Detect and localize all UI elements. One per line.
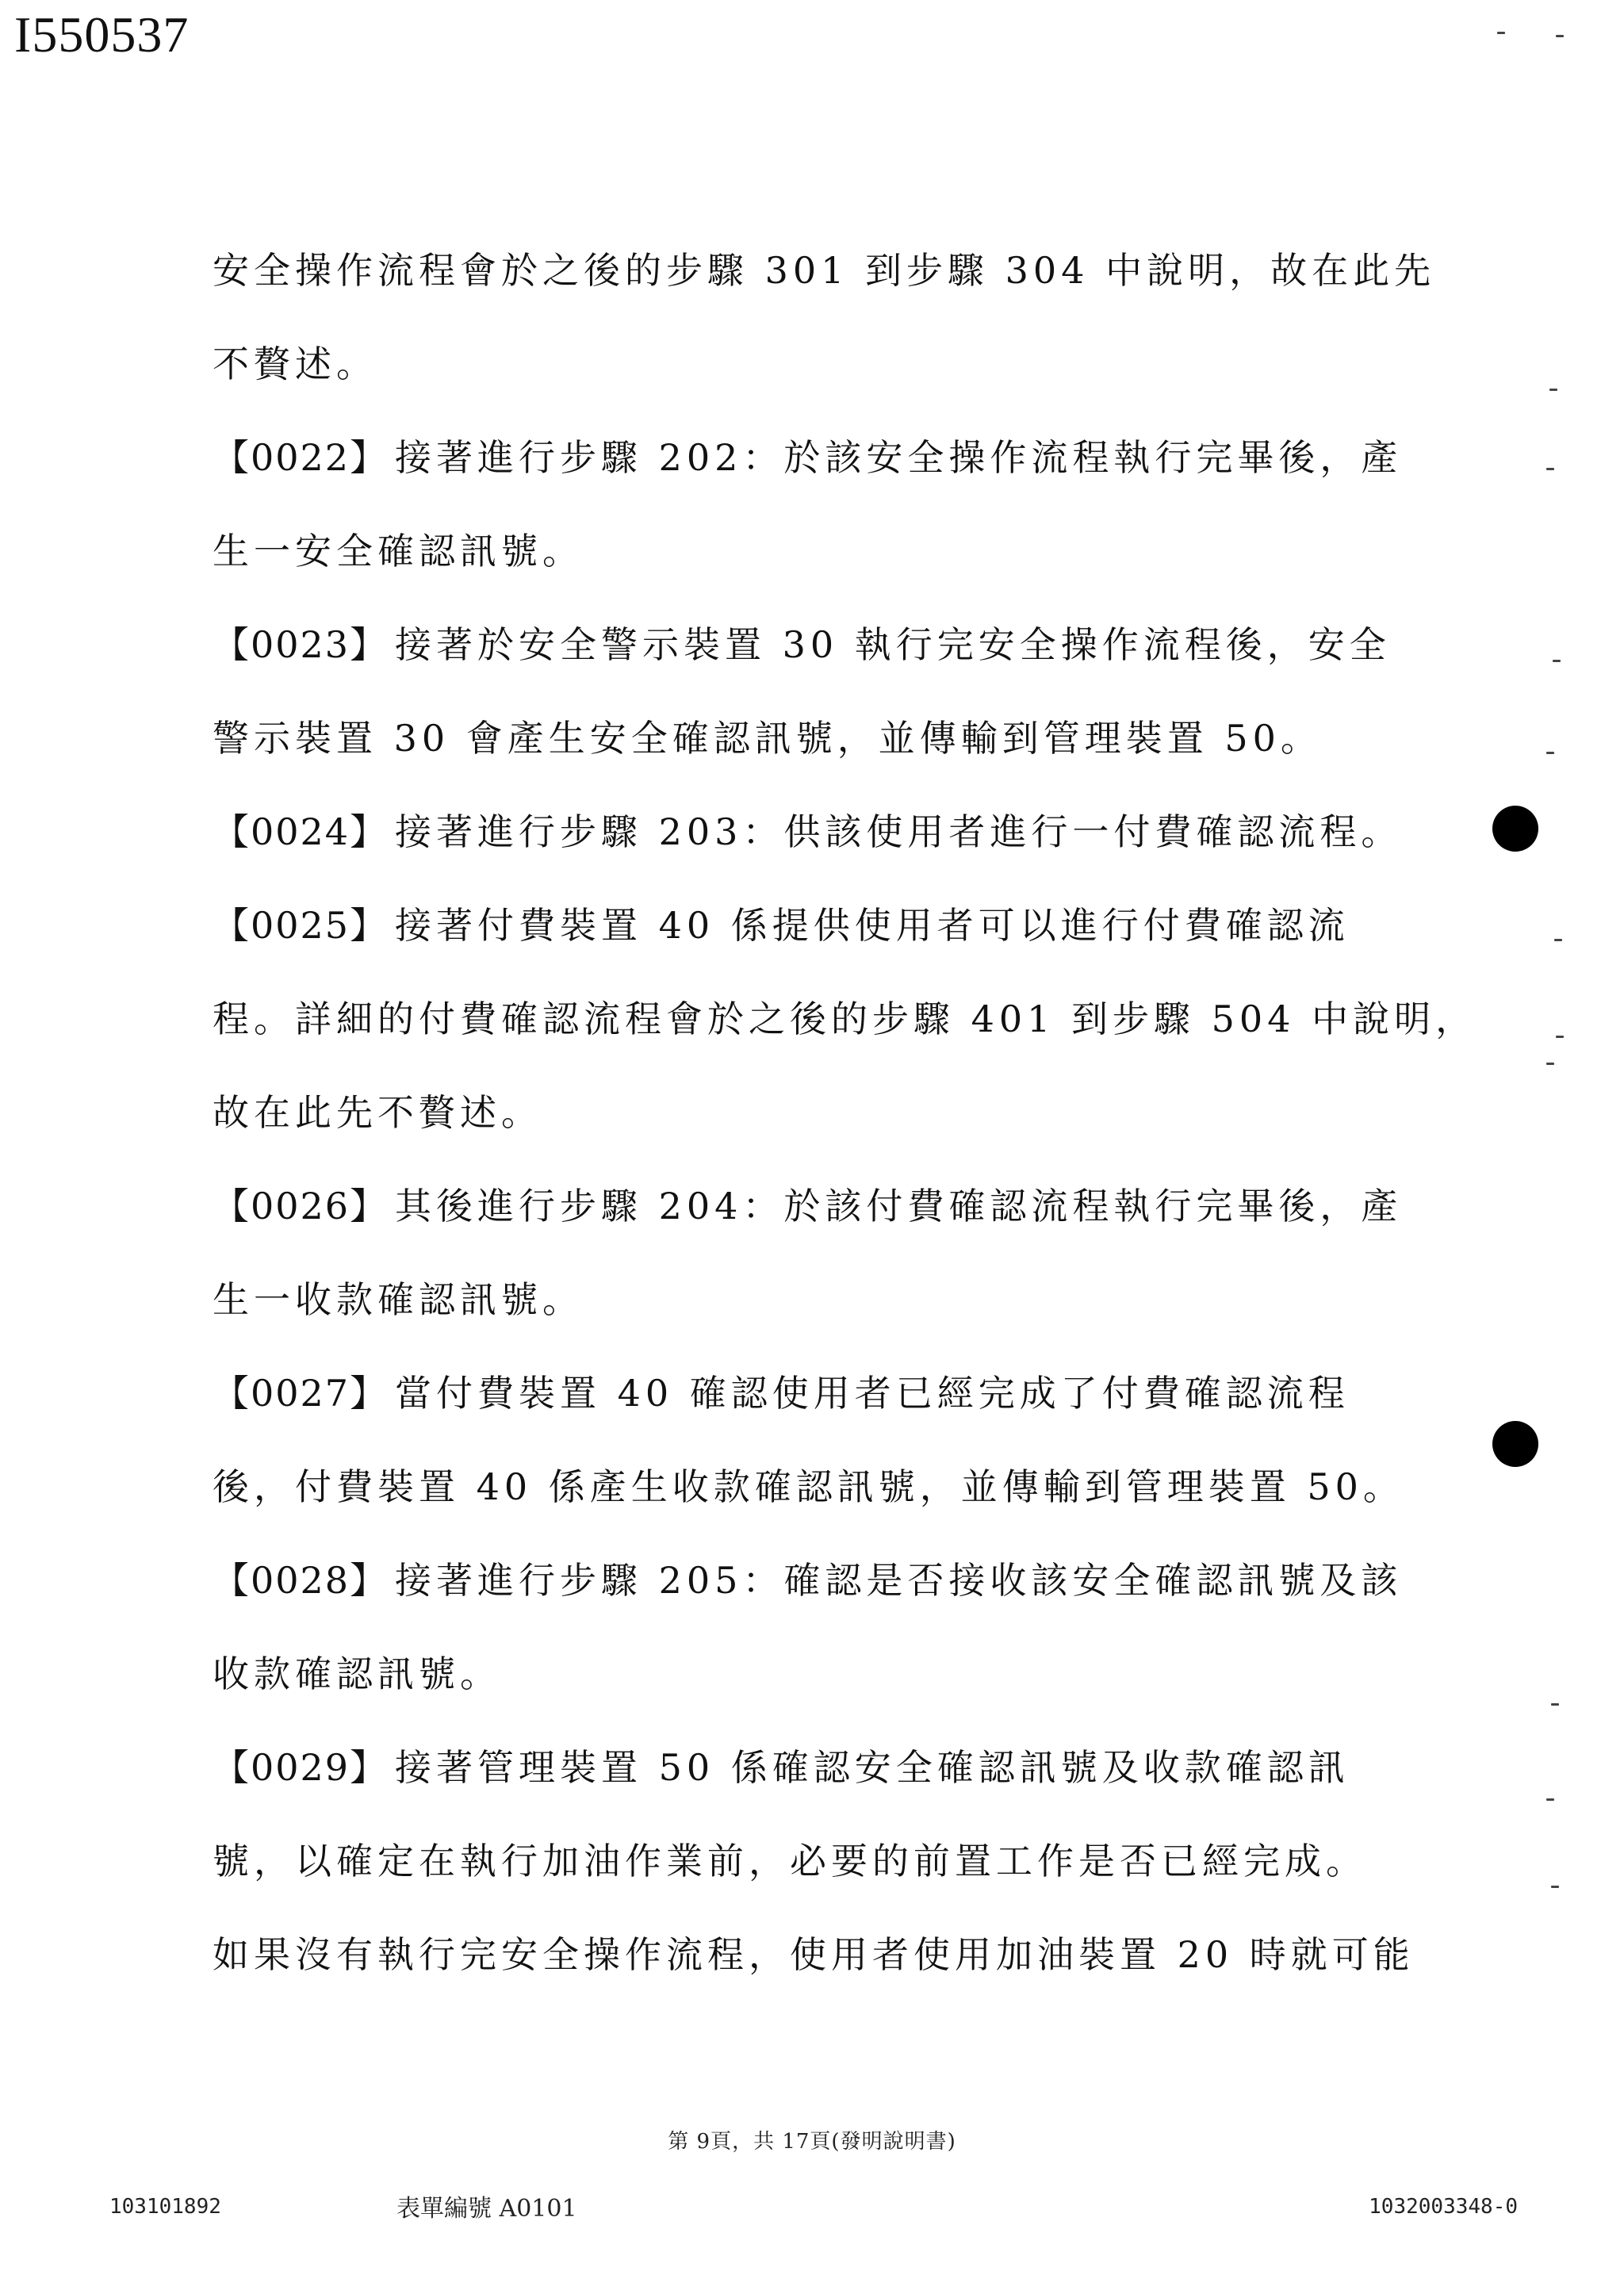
scan-speck bbox=[1546, 752, 1554, 754]
scan-speck bbox=[1546, 468, 1554, 470]
text-line bbox=[213, 717, 1322, 760]
text-line bbox=[213, 623, 1391, 666]
document-code: 1032003348-0 bbox=[1369, 2195, 1518, 2219]
line-text: 接著進行步驟 203：供該使用者進行一付費確認流程。 bbox=[395, 810, 1403, 853]
text-line bbox=[213, 810, 1403, 853]
text-line bbox=[213, 904, 1350, 947]
scan-speck bbox=[1556, 35, 1564, 37]
scan-speck bbox=[1497, 32, 1505, 34]
line-text: 當付費裝置 40 確認使用者已經完成了付費確認流程 bbox=[395, 1372, 1350, 1415]
line-text: 不贅述。 bbox=[213, 343, 377, 385]
text-line bbox=[213, 1746, 1350, 1789]
text-line bbox=[213, 249, 1436, 292]
application-number: 103101892 bbox=[109, 2195, 221, 2219]
scan-speck bbox=[1551, 1886, 1559, 1888]
line-text: 警示裝置 30 會產生安全確認訊號，並傳輸到管理裝置 50。 bbox=[213, 717, 1322, 760]
line-text: 收款確認訊號。 bbox=[213, 1653, 501, 1695]
line-text: 接著管理裝置 50 係確認安全確認訊號及收款確認訊 bbox=[395, 1746, 1350, 1789]
paragraph-number: 【0022】 bbox=[213, 436, 389, 479]
text-line bbox=[213, 998, 1477, 1040]
text-line bbox=[213, 530, 584, 573]
text-line bbox=[213, 1185, 1403, 1227]
text-line bbox=[213, 1933, 1415, 1976]
text-line bbox=[213, 1653, 501, 1695]
page-info: 第 9頁，共 17頁(發明說明書) bbox=[668, 2130, 956, 2154]
line-text: 生一收款確認訊號。 bbox=[213, 1278, 584, 1321]
line-text: 號，以確定在執行加油作業前，必要的前置工作是否已經完成。 bbox=[213, 1840, 1367, 1882]
text-line bbox=[213, 1278, 584, 1321]
line-text: 接著於安全警示裝置 30 執行完安全操作流程後，安全 bbox=[395, 623, 1391, 666]
patent-number: I550537 bbox=[14, 6, 190, 63]
line-text: 程。詳細的付費確認流程會於之後的步驟 401 到步驟 504 中說明， bbox=[213, 998, 1477, 1040]
line-text: 接著付費裝置 40 係提供使用者可以進行付費確認流 bbox=[395, 904, 1350, 947]
line-text: 生一安全確認訊號。 bbox=[213, 530, 584, 573]
line-text: 後，付費裝置 40 係產生收款確認訊號，並傳輸到管理裝置 50。 bbox=[213, 1465, 1404, 1508]
text-line bbox=[213, 1091, 542, 1134]
scan-speck bbox=[1554, 939, 1562, 941]
scan-speck bbox=[1553, 660, 1561, 662]
text-line bbox=[213, 1465, 1404, 1508]
text-line bbox=[213, 1372, 1350, 1415]
paragraph-number: 【0024】 bbox=[213, 810, 389, 853]
paragraph-number: 【0025】 bbox=[213, 904, 389, 947]
line-text: 故在此先不贅述。 bbox=[213, 1091, 542, 1134]
binding-hole-mark bbox=[1492, 1421, 1538, 1467]
text-line bbox=[213, 1559, 1403, 1602]
line-text: 接著進行步驟 202：於該安全操作流程執行完畢後，產 bbox=[395, 436, 1403, 479]
paragraph-number: 【0023】 bbox=[213, 623, 389, 666]
paragraph-number: 【0028】 bbox=[213, 1559, 389, 1602]
scan-speck bbox=[1551, 1703, 1559, 1706]
paragraph-number: 【0029】 bbox=[213, 1746, 389, 1789]
line-text: 其後進行步驟 204：於該付費確認流程執行完畢後，產 bbox=[395, 1185, 1403, 1227]
paragraph-number: 【0027】 bbox=[213, 1372, 389, 1415]
text-line bbox=[213, 1840, 1367, 1882]
line-text: 接著進行步驟 205：確認是否接收該安全確認訊號及該 bbox=[395, 1559, 1403, 1602]
binding-hole-mark bbox=[1492, 806, 1538, 852]
line-text: 如果沒有執行完安全操作流程，使用者使用加油裝置 20 時就可能 bbox=[213, 1933, 1415, 1976]
paragraph-number: 【0026】 bbox=[213, 1185, 389, 1227]
form-number: 表單編號 A0101 bbox=[396, 2195, 577, 2223]
scan-speck bbox=[1546, 1063, 1554, 1065]
text-line bbox=[213, 436, 1403, 479]
scan-speck bbox=[1549, 389, 1557, 391]
text-line bbox=[213, 343, 377, 385]
scan-speck bbox=[1556, 1036, 1564, 1038]
line-text: 安全操作流程會於之後的步驟 301 到步驟 304 中說明，故在此先 bbox=[213, 249, 1436, 292]
scan-speck bbox=[1546, 1798, 1554, 1801]
